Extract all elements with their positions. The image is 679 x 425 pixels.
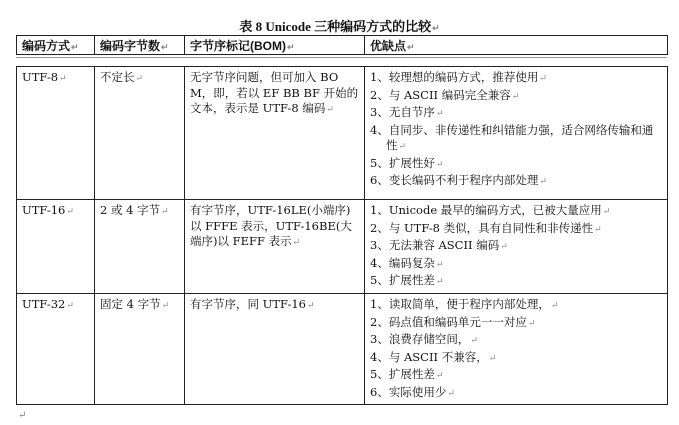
cell-points	[365, 67, 668, 200]
point-text: 5、扩展性差	[370, 367, 435, 381]
list-item	[370, 350, 663, 368]
bom-description: 无字节序问题，但可加入 BOM，即，若以 EF BB BF 开始的文本，表示是 UTF-8 编码	[190, 70, 359, 115]
point-text: 4、编码复杂	[370, 255, 435, 270]
paragraph-mark-icon: ↵	[18, 410, 27, 421]
paragraph-mark-icon: ↵	[488, 353, 497, 364]
point-text: 2、与 UTF-8 类似，具有自同性和非传递性	[370, 220, 594, 235]
list-item	[370, 173, 663, 191]
table-caption-text: 表 8 Unicode 三种编码方式的比较	[239, 19, 432, 34]
encoding-name: UTF-16	[22, 203, 66, 217]
header-encoding-label: 编码方式	[22, 38, 71, 53]
point-text: 4、自同步、非传递性和纠错能力强，适合网络传输和通性	[370, 122, 654, 152]
cell-points	[365, 294, 668, 405]
header-cell-encoding	[17, 36, 95, 55]
paragraph-mark-icon: ↵	[447, 388, 455, 399]
point-text: 5、扩展性好	[370, 155, 435, 170]
paragraph-mark-icon: ↵	[435, 159, 444, 170]
paragraph-mark-icon: ↵	[527, 318, 536, 329]
comparison-table	[16, 66, 668, 405]
paragraph-mark-icon: ↵	[511, 91, 520, 102]
header-cell-points	[365, 36, 668, 55]
paragraph-mark-icon: ↵	[435, 371, 444, 381]
paragraph-mark-icon: ↵	[59, 74, 67, 84]
paragraph-mark-icon: ↵	[407, 41, 415, 52]
header-bytes-label: 编码字节数	[100, 38, 161, 53]
list-item	[370, 203, 663, 221]
list-item	[370, 332, 663, 350]
cell-bytes	[95, 294, 185, 405]
table-row-utf32	[17, 294, 668, 405]
cell-bom	[185, 67, 365, 200]
list-item	[370, 88, 663, 106]
list-item	[370, 367, 663, 385]
paragraph-mark-icon: ↵	[66, 301, 74, 311]
cell-bytes	[95, 200, 185, 294]
list-item	[370, 273, 663, 291]
table-caption	[0, 16, 679, 35]
point-text: 5、扩展性差	[370, 273, 435, 287]
list-item	[370, 221, 663, 239]
point-text: 1、读取简单，便于程序内部处理，	[370, 297, 550, 311]
paragraph-mark-icon: ↵	[135, 74, 144, 84]
list-item	[370, 123, 663, 156]
table-row-utf8	[17, 67, 668, 200]
point-text: 6、实际使用少	[370, 384, 447, 399]
paragraph-mark-icon: ↵	[71, 41, 79, 52]
list-item	[370, 105, 663, 123]
byte-count: 固定 4 字节	[100, 297, 161, 311]
paragraph-mark-icon: ↵	[326, 105, 334, 115]
point-text: 3、浪费存储空间，	[370, 332, 470, 346]
cell-bom	[185, 200, 365, 294]
paragraph-mark-icon: ↵	[539, 74, 547, 84]
list-item	[370, 256, 663, 274]
paragraph-mark-icon: ↵	[161, 301, 170, 311]
header-points-label: 优缺点	[370, 38, 407, 53]
point-text: 1、较理想的编码方式，推荐使用	[370, 70, 539, 84]
separator-line	[16, 57, 667, 58]
paragraph-mark-icon: ↵	[66, 207, 74, 217]
paragraph-mark-icon: ↵	[432, 23, 440, 33]
point-text: 3、无自节序	[370, 105, 435, 119]
point-text: 2、码点值和编码单元一一对应	[370, 314, 527, 329]
cell-encoding	[17, 200, 95, 294]
header-bom-label: 字节序标记(BOM)	[190, 38, 286, 53]
cell-bytes	[95, 67, 185, 200]
paragraph-mark-icon: ↵	[550, 301, 559, 311]
paragraph-mark-icon: ↵	[539, 177, 547, 187]
point-text: 2、与 ASCII 编码完全兼容	[370, 87, 511, 102]
paragraph-mark-icon: ↵	[307, 301, 315, 311]
table-row-utf16	[17, 200, 668, 294]
paragraph-mark-icon: ↵	[287, 41, 295, 52]
cell-encoding	[17, 294, 95, 405]
paragraph-mark-icon: ↵	[470, 336, 478, 346]
header-table	[16, 35, 668, 55]
header-row	[17, 36, 668, 55]
cell-bom	[185, 294, 365, 405]
encoding-name: UTF-8	[22, 70, 59, 84]
paragraph-mark-icon: ↵	[500, 242, 508, 252]
cell-points	[365, 200, 668, 294]
header-cell-bytes	[95, 36, 185, 55]
paragraph-mark-icon: ↵	[435, 259, 444, 270]
bom-description: 有字节序，同 UTF-16	[190, 297, 306, 311]
encoding-name: UTF-32	[22, 297, 66, 311]
byte-count: 2 或 4 字节	[100, 203, 161, 217]
point-text: 3、无法兼容 ASCII 编码	[370, 238, 500, 252]
paragraph-mark-icon: ↵	[435, 277, 444, 287]
paragraph-mark-icon: ↵	[161, 41, 169, 52]
paragraph-mark-icon: ↵	[292, 238, 301, 248]
paragraph-mark-icon: ↵	[161, 207, 169, 217]
point-text: 6、变长编码不利于程序内部处理	[370, 173, 539, 187]
paragraph-mark-icon: ↵	[602, 207, 611, 217]
cell-encoding	[17, 67, 95, 200]
paragraph-mark-icon: ↵	[435, 109, 444, 119]
list-item	[370, 238, 663, 256]
list-item	[370, 315, 663, 333]
paragraph-mark-icon: ↵	[594, 224, 602, 235]
list-item	[370, 156, 663, 174]
byte-count: 不定长	[100, 70, 135, 84]
bom-description: 有字节序，UTF-16LE(小端序)以 FFFE 表示，UTF-16BE(大端序)以 FEFF 表示	[190, 203, 352, 248]
paragraph-mark-icon: ↵	[398, 142, 407, 152]
point-text: 4、与 ASCII 不兼容，	[370, 349, 488, 364]
list-item	[370, 385, 663, 403]
point-text: 1、Unicode 最早的编码方式，已被大量应用	[370, 203, 602, 217]
header-cell-bom	[185, 36, 365, 55]
list-item	[370, 297, 663, 315]
list-item	[370, 70, 663, 88]
